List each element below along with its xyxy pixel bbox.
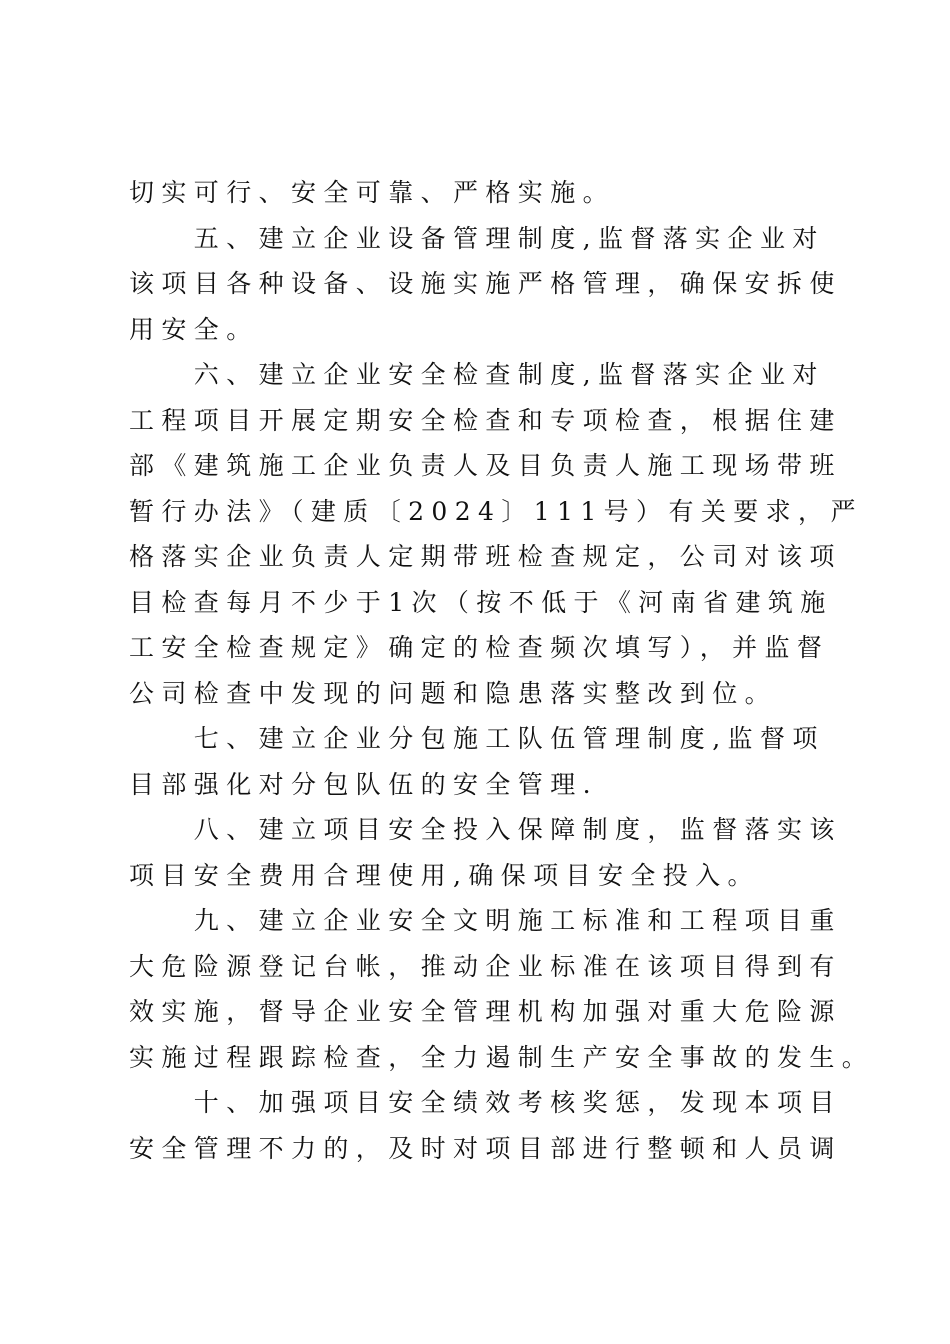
text-line: 六、建立企业安全检查制度,监督落实企业对	[129, 360, 825, 389]
document-body	[129, 170, 875, 1171]
text-line: 暂行办法》（建质〔2024〕111号）有关要求，严	[129, 496, 863, 526]
text-line: 七、建立企业分包施工队伍管理制度,监督项	[129, 724, 825, 753]
text-line: 工程项目开展定期安全检查和专项检查，根据住建	[129, 405, 842, 435]
text-line: 公司检查中发现的问题和隐患落实整改到位。	[129, 678, 778, 708]
text-line: 五、建立企业设备管理制度,监督落实企业对	[129, 223, 825, 253]
text-line: 十、加强项目安全绩效考核奖惩，发现本项目	[129, 1088, 842, 1117]
text-line: 目检查每月不少于1次（按不低于《河南省建筑施	[129, 587, 833, 617]
text-line: 切实可行、安全可靠、严格实施。	[129, 178, 616, 207]
text-line: 效实施，督导企业安全管理机构加强对重大危险源	[129, 997, 842, 1026]
text-line: 工安全检查规定》确定的检查频次填写），并监督	[129, 633, 830, 662]
text-line: 九、建立企业安全文明施工标准和工程项目重	[129, 906, 842, 935]
text-line: 目部强化对分包队伍的安全管理.	[129, 769, 598, 799]
text-line: 安全管理不力的，及时对项目部进行整顿和人员调	[129, 1133, 842, 1163]
text-line: 部《建筑施工企业负责人及目负责人施工现场带班	[129, 451, 842, 480]
text-line: 大危险源登记台帐，推动企业标准在该项目得到有	[129, 951, 842, 981]
text-line: 该项目各种设备、设施实施严格管理，确保安拆使	[129, 269, 842, 298]
text-line: 八、建立项目安全投入保障制度，监督落实该	[129, 815, 842, 844]
text-line: 实施过程跟踪检查，全力遏制生产安全事故的发生。	[129, 1042, 875, 1072]
text-line: 用安全。	[129, 314, 259, 344]
text-line: 项目安全费用合理使用,确保项目安全投入。	[129, 860, 760, 890]
text-line: 格落实企业负责人定期带班检查规定，公司对该项	[129, 542, 842, 571]
